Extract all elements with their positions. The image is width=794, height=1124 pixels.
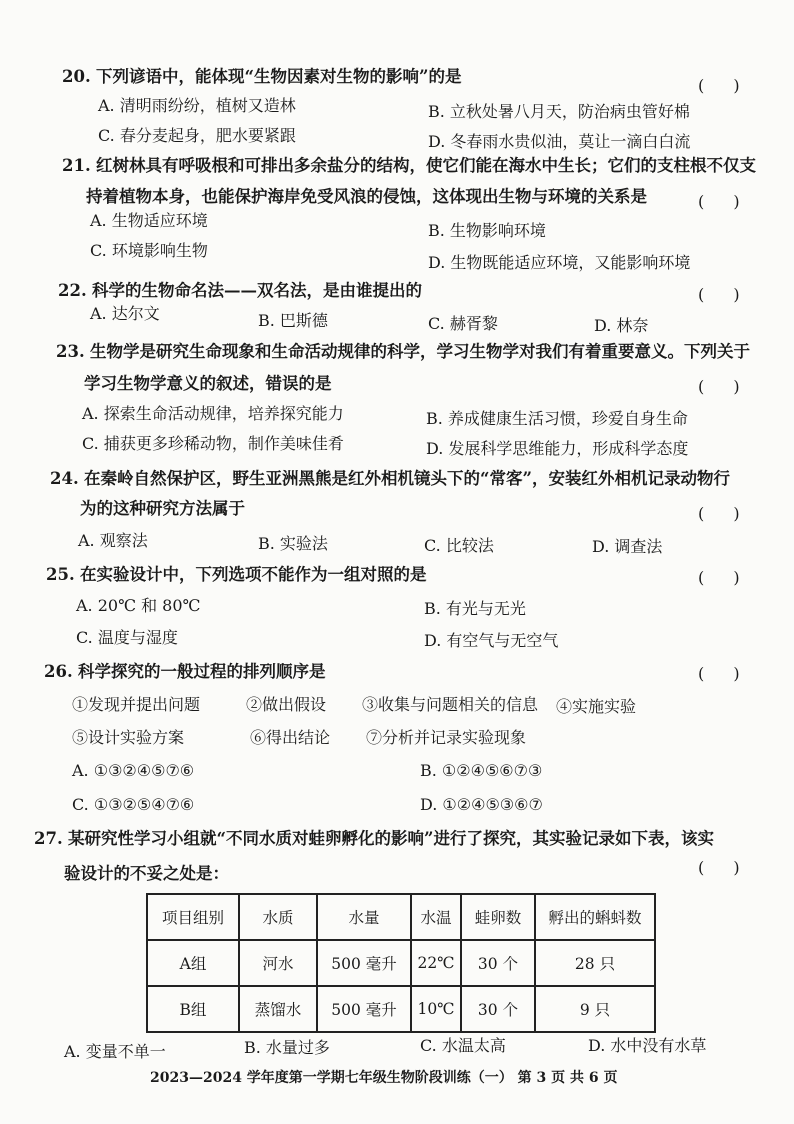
q26-step-5: ⑤设计实验方案 [72,728,185,747]
q24-option-b: B. 实验法 [258,534,328,553]
table-cell: 28 只 [535,940,655,986]
q21-option-c: C. 环境影响生物 [90,241,208,260]
q23-option-c: C. 捕获更多珍稀动物，制作美味佳肴 [82,434,344,453]
table-header-cell: 水质 [239,894,317,940]
q23-option-a: A. 探索生命活动规律，培养探究能力 [82,404,344,423]
q21-option-a: A. 生物适应环境 [90,211,208,230]
q23-stem-line1: 23. 生物学是研究生命现象和生命活动规律的科学，学习生物学对我们有着重要意义。下列关于 [56,342,750,361]
table-header-cell: 项目组别 [147,894,239,940]
q24-stem-line2: 为的这种研究方法属于 [80,499,245,518]
q22-stem: 22. 科学的生物命名法——双名法，是由谁提出的 [58,281,422,300]
table-header-cell: 水量 [317,894,411,940]
q23-option-d: D. 发展科学思维能力，形成科学态度 [426,439,689,458]
q25-option-c: C. 温度与湿度 [76,628,178,647]
q27-option-b: B. 水量过多 [244,1038,330,1057]
q26-stem: 26. 科学探究的一般过程的排列顺序是 [44,662,326,681]
q25-stem: 25. 在实验设计中，下列选项不能作为一组对照的是 [46,565,427,584]
q23-option-b: B. 养成健康生活习惯，珍爱自身生命 [426,409,688,428]
q24-option-a: A. 观察法 [78,531,148,550]
q23-answer-bracket: ( ) [698,377,752,396]
q22-option-c: C. 赫胥黎 [428,314,498,333]
q20-option-a: A. 清明雨纷纷，植树又造林 [98,96,296,115]
table-cell: 500 毫升 [317,940,411,986]
table-header-cell: 水温 [411,894,461,940]
q21-answer-bracket: ( ) [698,192,752,211]
experiment-record-table [146,893,656,1033]
q27-stem-line1: 27. 某研究性学习小组就“不同水质对蛙卵孵化的影响”进行了探究，其实验记录如下表，该实 [34,829,714,848]
q21-stem-line2: 持着植物本身，也能保护海岸免受风浪的侵蚀，这体现出生物与环境的关系是 [86,187,647,206]
q27-answer-bracket: ( ) [698,858,752,877]
q22-option-b: B. 巴斯德 [258,311,328,330]
q24-option-c: C. 比较法 [424,536,494,555]
table-row [147,940,655,986]
table-header-cell: 孵出的蝌蚪数 [535,894,655,940]
table-cell: 蒸馏水 [239,986,317,1032]
table-cell: 河水 [239,940,317,986]
q27-option-d: D. 水中没有水草 [588,1036,707,1055]
table-cell: 30 个 [461,940,535,986]
q26-step-6: ⑥得出结论 [250,728,331,747]
q27-option-a: A. 变量不单一 [64,1042,166,1061]
q22-option-d: D. 林奈 [594,316,649,335]
table-cell: A组 [147,940,239,986]
table-header-cell: 蛙卵数 [461,894,535,940]
q24-answer-bracket: ( ) [698,504,752,523]
q21-option-d: D. 生物既能适应环境，又能影响环境 [428,253,691,272]
table-cell: 10℃ [411,986,461,1032]
table-cell: 9 只 [535,986,655,1032]
page-footer: 2023—2024 学年度第一学期七年级生物阶段训练（一） 第 3 页 共 6 页 [150,1070,618,1086]
q21-option-b: B. 生物影响环境 [428,221,546,240]
q24-stem-line1: 24. 在秦岭自然保护区，野生亚洲黑熊是红外相机镜头下的“常客”，安装红外相机记录动物行 [50,469,730,488]
q26-option-d: D. ①②④⑤③⑥⑦ [420,795,543,814]
table-cell: 500 毫升 [317,986,411,1032]
q20-option-c: C. 春分麦起身，肥水要紧跟 [98,126,296,145]
q26-option-a: A. ①③②④⑤⑦⑥ [72,761,195,780]
q20-option-d: D. 冬春雨水贵似油，莫让一滴白白流 [428,132,691,151]
q26-step-1: ①发现并提出问题 [72,695,201,714]
q25-option-b: B. 有光与无光 [424,599,526,618]
q22-answer-bracket: ( ) [698,285,752,304]
q27-option-c: C. 水温太高 [420,1036,506,1055]
q26-step-7: ⑦分析并记录实验现象 [366,728,527,747]
table-cell: 22℃ [411,940,461,986]
table-row [147,986,655,1032]
table-cell: 30 个 [461,986,535,1032]
q26-option-c: C. ①③②⑤④⑦⑥ [72,795,195,814]
q26-step-4: ④实施实验 [556,697,637,716]
q24-option-d: D. 调查法 [592,537,663,556]
q27-stem-line2: 验设计的不妥之处是： [64,864,229,883]
q26-step-2: ②做出假设 [246,695,327,714]
q20-stem: 20. 下列谚语中，能体现“生物因素对生物的影响”的是 [62,67,462,86]
q20-option-b: B. 立秋处暑八月天，防治病虫管好棉 [428,102,690,121]
q25-option-d: D. 有空气与无空气 [424,631,559,650]
q26-step-3: ③收集与问题相关的信息 [362,695,539,714]
q26-option-b: B. ①②④⑤⑥⑦③ [420,761,543,780]
q25-answer-bracket: ( ) [698,568,752,587]
table-header-row [147,894,655,940]
q26-answer-bracket: ( ) [698,664,752,683]
q20-answer-bracket: ( ) [698,76,752,95]
q25-option-a: A. 20℃ 和 80℃ [76,596,201,615]
q23-stem-line2: 学习生物学意义的叙述，错误的是 [84,374,332,393]
q22-option-a: A. 达尔文 [90,304,160,323]
q21-stem-line1: 21. 红树林具有呼吸根和可排出多余盐分的结构，使它们能在海水中生长；它们的支柱根不仅支 [62,156,756,175]
table-cell: B组 [147,986,239,1032]
